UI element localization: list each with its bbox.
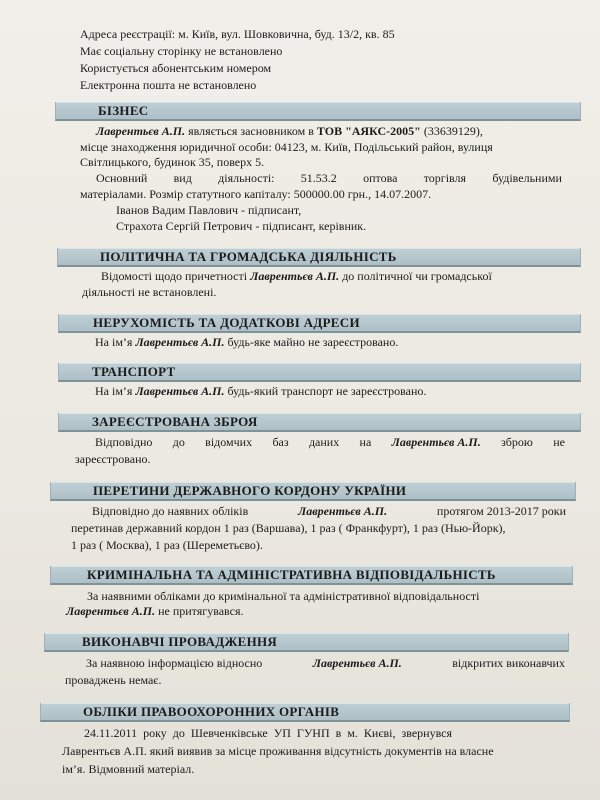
word: відомчих	[205, 435, 253, 449]
text: до політичної чи громадської	[342, 269, 492, 283]
text: відкритих виконавчих	[452, 656, 565, 670]
word: Відповідно	[95, 435, 153, 449]
business-location-1: місце знаходження юридичної особи: 04123, м. Київ, Подільський район, вулиця	[80, 140, 493, 154]
person-name: Лаврентьєв А.П.	[298, 504, 388, 518]
text: Відомості щодо причетності	[101, 269, 248, 283]
weapons-title: ЗАРЕЄСТРОВАНА ЗБРОЯ	[92, 414, 258, 429]
border-header	[50, 482, 576, 501]
border-line-3: 1 раз ( Москва), 1 раз (Шереметьєво).	[71, 538, 263, 552]
enforcement-line-2: проваджень немає.	[65, 673, 162, 687]
political-title: ПОЛІТИЧНА ТА ГРОМАДСЬКА ДІЯЛЬНІСТЬ	[100, 249, 397, 264]
founder-text: являється засновником в	[188, 124, 314, 138]
person-name: Лаврентьєв А.П.	[135, 384, 225, 398]
person-name: Лаврентьєв А.П.	[391, 435, 481, 449]
person-name: Лаврентьєв А.П.	[66, 604, 156, 618]
police-line-2: Лаврентьєв А.П. який виявив за місце проживання відсутність документів на власне	[62, 744, 494, 758]
business-signer-1: Іванов Вадим Павлович - підписант,	[116, 203, 302, 217]
business-founder-line	[96, 124, 483, 138]
border-title: ПЕРЕТИНИ ДЕРЖАВНОГО КОРДОНУ УКРАЇНИ	[93, 483, 407, 498]
text: За наявною інформацією відносно	[86, 656, 263, 670]
text: протягом 2013-2017 роки	[436, 504, 566, 518]
business-location-2: Світлицького, будинок 35, поверх 5.	[80, 155, 265, 169]
word: будівельними	[492, 171, 562, 185]
criminal-title: КРИМІНАЛЬНА ТА АДМІНІСТРАТИВНА ВІДПОВІДАЛЬНІСТЬ	[87, 567, 496, 582]
text: будь-який транспорт не зареєстровано.	[227, 384, 427, 398]
business-signer-2: Страхота Сергій Петрович - підписант, керівник.	[116, 219, 367, 233]
word: діяльності:	[218, 171, 275, 185]
word: зброю	[501, 435, 533, 449]
word: до	[172, 435, 185, 449]
text: будь-яке майно не зареєстровано.	[227, 335, 399, 349]
weapons-line-1	[95, 435, 565, 449]
realty-line	[95, 335, 398, 349]
company-name: ТОВ "АЯКС-2005"	[316, 124, 421, 138]
person-name: Лаврентьєв А.П.	[312, 656, 402, 670]
police-title: ОБЛІКИ ПРАВООХОРОННИХ ОРГАНІВ	[83, 704, 340, 719]
text: Відповідно до наявних обліків	[92, 504, 249, 518]
business-activity-1	[96, 171, 562, 185]
transport-title: ТРАНСПОРТ	[92, 364, 176, 379]
enforcement-header	[44, 633, 569, 652]
email-line: Електронна пошта не встановлено	[80, 78, 257, 92]
word: вид	[173, 171, 192, 185]
police-line-3: ім’я. Відмовний матеріал.	[62, 762, 195, 776]
person-name: Лаврентьєв А.П.	[250, 269, 340, 283]
realty-title: НЕРУХОМІСТЬ ТА ДОДАТКОВІ АДРЕСИ	[93, 315, 360, 330]
enforcement-title: ВИКОНАВЧІ ПРОВАДЖЕННЯ	[82, 634, 278, 649]
weapons-line-2: зареєстровано.	[75, 452, 151, 466]
criminal-header	[50, 566, 573, 585]
police-line-1: 24.11.2011 року до Шевченківське УП ГУНП в м. Києві, звернувся	[84, 726, 453, 740]
word: баз	[272, 435, 289, 449]
transport-line	[95, 384, 426, 398]
police-header	[40, 703, 570, 722]
weapons-header	[58, 413, 581, 432]
political-header	[57, 248, 581, 267]
text: На ім’я	[95, 384, 133, 398]
word: Основний	[96, 171, 148, 185]
word: даних	[308, 435, 340, 449]
word: 51.53.2	[300, 171, 337, 185]
business-header	[55, 102, 581, 121]
word: не	[553, 435, 565, 449]
text: На ім’я	[95, 335, 133, 349]
person-name: Лаврентьєв А.П.	[96, 124, 186, 138]
criminal-line-2	[66, 604, 244, 618]
company-code: (33639129),	[423, 124, 483, 138]
text: не притягувався.	[158, 604, 244, 618]
enforcement-line-1	[86, 656, 565, 670]
word: на	[359, 435, 372, 449]
border-line-2: перетинав державний кордон 1 раз (Варшава), 1 раз ( Франкфурт), 1 раз (Нью-Йорк),	[71, 521, 506, 535]
word: торгівля	[423, 171, 467, 185]
realty-header	[58, 314, 581, 333]
address-line: Адреса реєстрації: м. Київ, вул. Шовковична, буд. 13/2, кв. 85	[80, 27, 395, 41]
person-name: Лаврентьєв А.П.	[135, 335, 225, 349]
business-title: БІЗНЕС	[98, 103, 149, 118]
border-line-1	[92, 504, 566, 518]
criminal-line-1: За наявними обліками до кримінальної та адміністративної відповідальності	[87, 589, 480, 603]
social-line: Має соціальну сторінку не встановлено	[80, 44, 283, 58]
political-line-1	[101, 269, 492, 283]
word: оптова	[363, 171, 398, 185]
business-activity-2: матеріалами. Розмір статутного капіталу: 500000.00 грн., 14.07.2007.	[80, 187, 432, 201]
transport-header	[58, 363, 581, 382]
phone-line: Користується абонентським номером	[80, 61, 272, 75]
political-line-2: діяльності не встановлені.	[82, 285, 217, 299]
